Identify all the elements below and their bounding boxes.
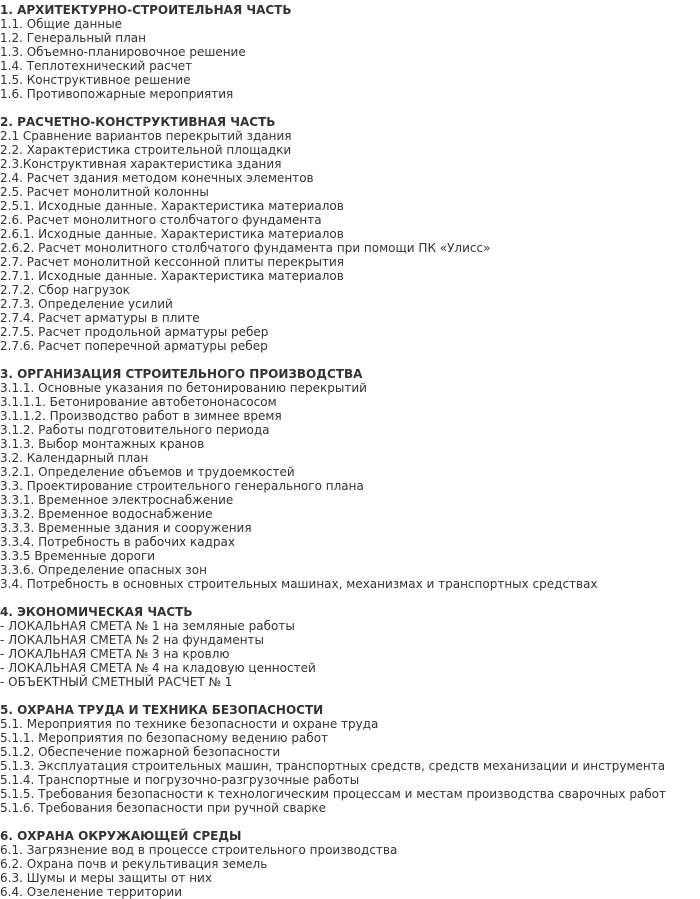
toc-section (0, 703, 700, 815)
toc-item: 3.3.5 Временные дороги (0, 549, 156, 563)
toc-item: 1.4. Теплотехнический расчет (0, 59, 193, 73)
toc-item: 3.4. Потребность в основных строительных машинах, механизмах и транспортных средствах (0, 577, 598, 591)
toc-item: 1.6. Противопожарные мероприятия (0, 87, 234, 101)
toc-item: 6.3. Шумы и меры защиты от них (0, 871, 212, 885)
toc-item: 2.7.3. Определение усилий (0, 297, 173, 311)
toc-item: - ЛОКАЛЬНАЯ СМЕТА № 2 на фундаменты (0, 633, 265, 647)
toc-item: 1.5. Конструктивное решение (0, 73, 191, 87)
table-of-contents (0, 3, 700, 899)
toc-item: 3.3.6. Определение опасных зон (0, 563, 207, 577)
toc-item: 2.5.1. Исходные данные. Характеристика материалов (0, 199, 344, 213)
toc-section (0, 829, 700, 899)
toc-item: 3.1.2. Работы подготовительного периода (0, 423, 270, 437)
toc-item: 1.3. Объемно-планировочное решение (0, 45, 246, 59)
toc-item: 3.1.1.2. Производство работ в зимнее время (0, 409, 282, 423)
toc-item: 2.2. Характеристика строительной площадки (0, 143, 292, 157)
toc-item: 5.1.5. Требования безопасности к технологическим процессам и местам производства сварочных работ (0, 787, 667, 801)
toc-item: 3.3.1. Временное электроснабжение (0, 493, 234, 507)
section-heading: 3. ОРГАНИЗАЦИЯ СТРОИТЕЛЬНОГО ПРОИЗВОДСТВА (0, 367, 363, 381)
toc-item: - ОБЪЕКТНЫЙ СМЕТНЫЙ РАСЧЕТ № 1 (0, 675, 233, 689)
toc-item: 2.7. Расчет монолитной кессонной плиты перекрытия (0, 255, 345, 269)
toc-item: 6.4. Озеленение территории (0, 885, 182, 899)
toc-section (0, 115, 700, 353)
toc-item: - ЛОКАЛЬНАЯ СМЕТА № 3 на кровлю (0, 647, 230, 661)
toc-item: 6.1. Загрязнение вод в процессе строительного производства (0, 843, 398, 857)
toc-item: 3.2.1. Определение объемов и трудоемкостей (0, 465, 295, 479)
toc-item: 1.1. Общие данные (0, 17, 123, 31)
toc-item: 2.7.2. Сбор нагрузок (0, 283, 130, 297)
toc-item: 5.1.2. Обеспечение пожарной безопасности (0, 745, 281, 759)
toc-item: 2.6.1. Исходные данные. Характеристика материалов (0, 227, 344, 241)
toc-item: 2.5. Расчет монолитной колонны (0, 185, 209, 199)
toc-item: 2.6.2. Расчет монолитного столбчатого фундамента при помощи ПК «Улисс» (0, 241, 491, 255)
toc-item: 5.1.6. Требования безопасности при ручной сварке (0, 801, 326, 815)
toc-item: 3.3.3. Временные здания и сооружения (0, 521, 252, 535)
section-heading: 5. ОХРАНА ТРУДА И ТЕХНИКА БЕЗОПАСНОСТИ (0, 703, 324, 717)
toc-item: 3.3.2. Временное водоснабжение (0, 507, 213, 521)
toc-item: 2.7.4. Расчет арматуры в плите (0, 311, 200, 325)
toc-item: 3.3.4. Потребность в рабочих кадрах (0, 535, 235, 549)
toc-item: 2.7.5. Расчет продольной арматуры ребер (0, 325, 269, 339)
section-heading: 2. РАСЧЕТНО-КОНСТРУКТИВНАЯ ЧАСТЬ (0, 115, 276, 129)
toc-section (0, 3, 700, 101)
toc-item: 5.1.4. Транспортные и погрузочно-разгрузочные работы (0, 773, 360, 787)
toc-item: 6.2. Охрана почв и рекультивация земель (0, 857, 268, 871)
toc-item: 5.1.3. Эксплуатация строительных машин, транспортных средств, средств механизации и инструмента (0, 759, 666, 773)
toc-item: 3.2. Календарный план (0, 451, 149, 465)
toc-item: 2.1 Сравнение вариантов перекрытий здания (0, 129, 292, 143)
toc-item: - ЛОКАЛЬНАЯ СМЕТА № 4 на кладовую ценностей (0, 661, 316, 675)
toc-section (0, 605, 700, 689)
toc-item: 2.4. Расчет здания методом конечных элементов (0, 171, 314, 185)
toc-item: 5.1.1. Мероприятия по безопасному ведению работ (0, 731, 329, 745)
toc-item: 3.1.1. Основные указания по бетонированию перекрытий (0, 381, 367, 395)
section-heading: 1. АРХИТЕКТУРНО-СТРОИТЕЛЬНАЯ ЧАСТЬ (0, 3, 292, 17)
toc-item: - ЛОКАЛЬНАЯ СМЕТА № 1 на земляные работы (0, 619, 295, 633)
toc-item: 3.1.1.1. Бетонирование автобетононасосом (0, 395, 277, 409)
toc-section (0, 367, 700, 591)
section-heading: 4. ЭКОНОМИЧЕСКАЯ ЧАСТЬ (0, 605, 193, 619)
toc-item: 2.7.6. Расчет поперечной арматуры ребер (0, 339, 268, 353)
toc-item: 2.6. Расчет монолитного столбчатого фундамента (0, 213, 322, 227)
toc-item: 3.3. Проектирование строительного генерального плана (0, 479, 364, 493)
section-heading: 6. ОХРАНА ОКРУЖАЮЩЕЙ СРЕДЫ (0, 829, 242, 843)
toc-item: 1.2. Генеральный план (0, 31, 147, 45)
toc-item: 2.3.Конструктивная характеристика здания (0, 157, 282, 171)
toc-item: 3.1.3. Выбор монтажных кранов (0, 437, 205, 451)
toc-item: 5.1. Мероприятия по технике безопасности и охране труда (0, 717, 379, 731)
toc-item: 2.7.1. Исходные данные. Характеристика материалов (0, 269, 344, 283)
